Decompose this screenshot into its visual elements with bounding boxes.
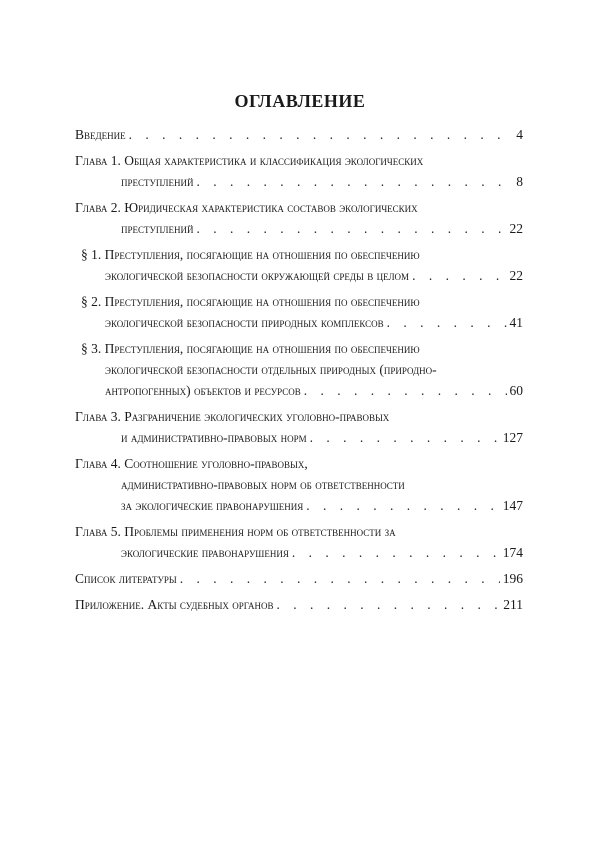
toc-entry-title: Глава 4. Соотношение уголовно-правовых,: [75, 456, 308, 471]
toc-entry-title: Глава 5. Проблемы применения норм об ответственности за: [75, 524, 396, 539]
toc-entry-title: Список литературы: [75, 571, 177, 586]
toc-entry-title-cont: преступлений: [121, 221, 194, 236]
dot-leader: [304, 380, 507, 401]
toc-entry-title-cont: антропогенных) объектов и ресурсов: [105, 383, 301, 398]
dot-leader: [196, 218, 506, 239]
toc-page-number: 22: [509, 268, 523, 283]
toc-title: ОГЛАВЛЕНИЕ: [234, 91, 366, 111]
toc-entry-title-cont: и административно-правовых норм: [121, 430, 307, 445]
dot-leader: [412, 265, 506, 286]
toc-entry-chapter-3[interactable]: [75, 406, 523, 448]
toc-entry-section-3[interactable]: [75, 338, 523, 401]
toc-entry-chapter-2[interactable]: [75, 197, 523, 239]
toc-entry-title-cont: экологической безопасности отдельных природных (природно-: [105, 362, 437, 377]
dot-leader: [387, 312, 507, 333]
toc-entry-title: § 1. Преступления, посягающие на отношения по обеспечению: [81, 247, 420, 262]
toc-entry-title: Глава 3. Разграничение экологических уголовно-правовых: [75, 409, 390, 424]
toc-entry-title-cont: экологические правонарушения: [121, 545, 289, 560]
dot-leader: [196, 171, 513, 192]
toc-entry-title: Введение: [75, 127, 126, 142]
table-of-contents: [75, 124, 523, 615]
dot-leader: [306, 495, 499, 516]
toc-entry-chapter-1[interactable]: [75, 150, 523, 192]
toc-page-number: 211: [503, 597, 523, 612]
toc-entry-title: § 3. Преступления, посягающие на отношения по обеспечению: [81, 341, 420, 356]
toc-page-number: 127: [502, 430, 523, 445]
dot-leader: [310, 427, 500, 448]
dot-leader: [129, 124, 514, 145]
toc-page-number: 60: [509, 383, 523, 398]
toc-page-number: 4: [516, 127, 523, 142]
toc-page-number: 147: [502, 498, 523, 513]
dot-leader: [180, 568, 500, 589]
toc-entry-chapter-5[interactable]: [75, 521, 523, 563]
toc-page-number: 196: [502, 571, 523, 586]
toc-entry-bibliography[interactable]: [75, 568, 523, 589]
toc-page-number: 8: [516, 174, 523, 189]
toc-entry-section-2[interactable]: [75, 291, 523, 333]
toc-entry-title: Глава 1. Общая характеристика и классификация экологических: [75, 153, 424, 168]
toc-page-number: 41: [509, 315, 523, 330]
toc-entry-title-cont: административно-правовых норм об ответственности: [121, 477, 405, 492]
toc-page-number: 174: [502, 545, 523, 560]
toc-entry-title-cont: преступлений: [121, 174, 194, 189]
toc-entry-appendix[interactable]: [75, 594, 523, 615]
dot-leader: [292, 542, 500, 563]
toc-entry-title: Глава 2. Юридическая характеристика составов экологических: [75, 200, 418, 215]
toc-entry-title-cont: за экологические правонарушения: [121, 498, 304, 513]
toc-entry-title-cont: экологической безопасности окружающей среды в целом: [105, 268, 410, 283]
toc-entry-title: § 2. Преступления, посягающие на отношения по обеспечению: [81, 294, 420, 309]
toc-entry-introduction[interactable]: [75, 124, 523, 145]
toc-entry-title: Приложение. Акты судебных органов: [75, 597, 274, 612]
toc-entry-section-1[interactable]: [75, 244, 523, 286]
toc-entry-title-cont: экологической безопасности природных комплексов: [105, 315, 384, 330]
toc-entry-chapter-4[interactable]: [75, 453, 523, 516]
toc-page-number: 22: [509, 221, 523, 236]
dot-leader: [277, 594, 501, 615]
